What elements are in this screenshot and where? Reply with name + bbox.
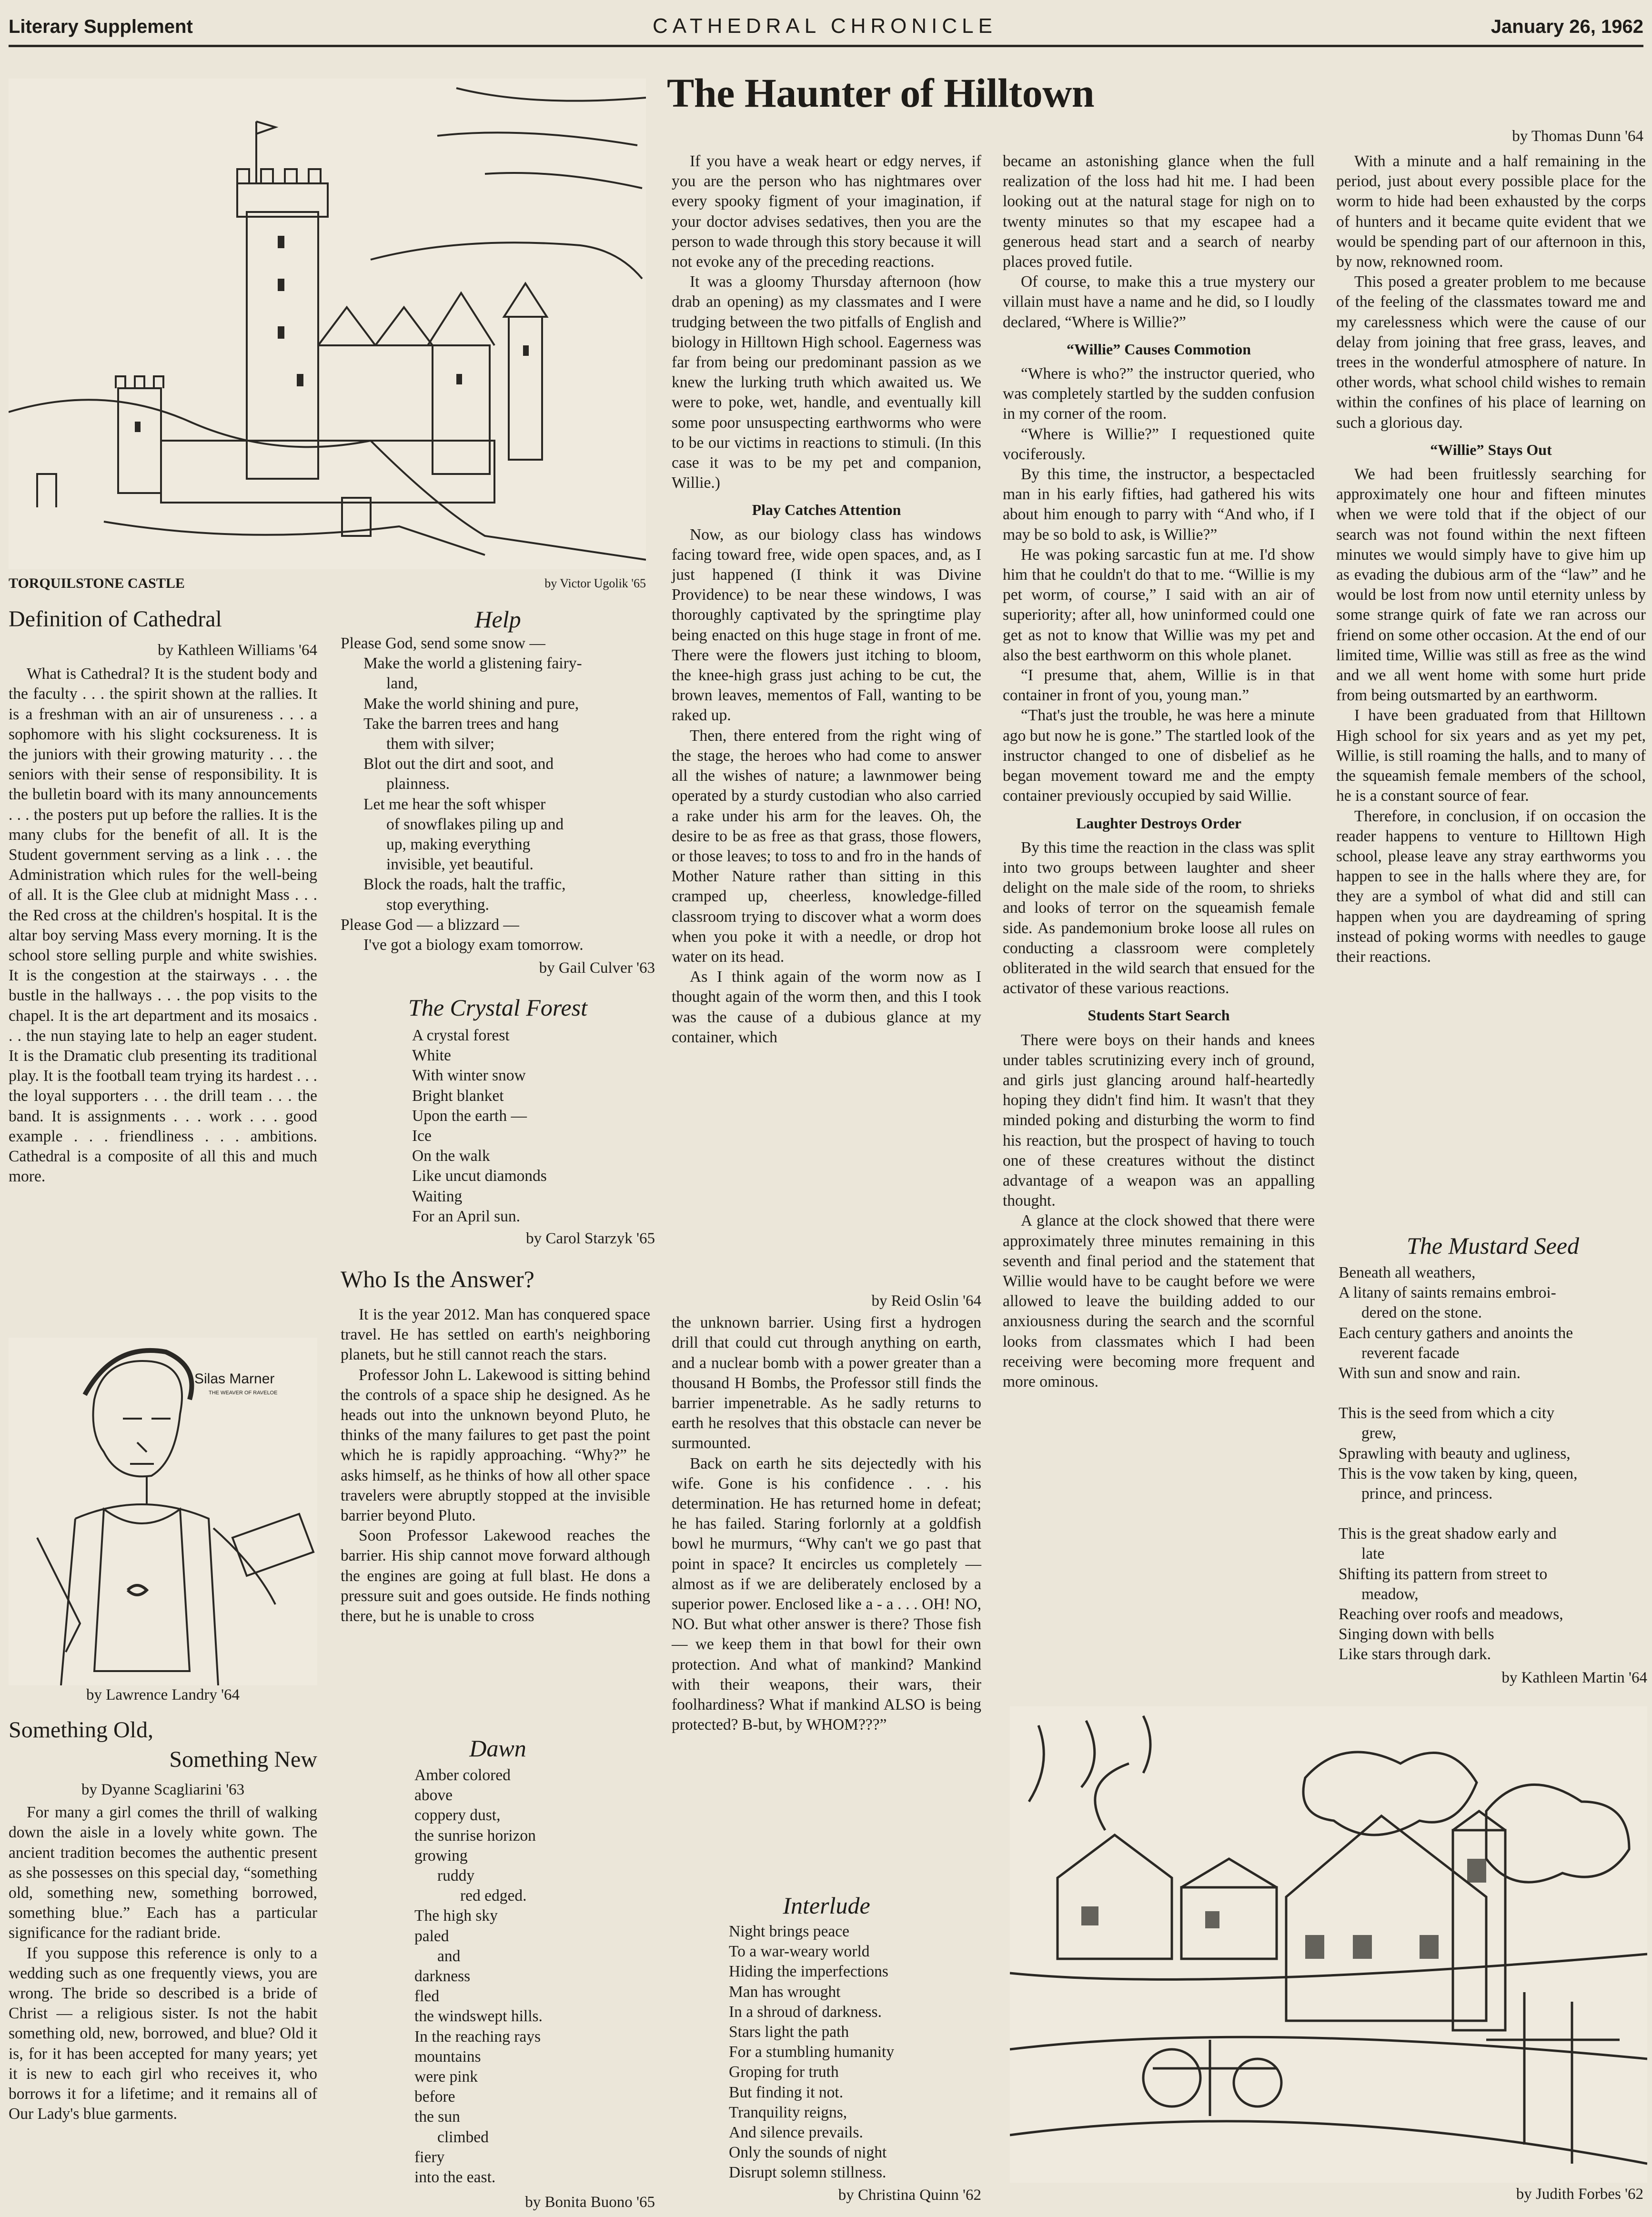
- dawn-line: fled: [414, 1987, 440, 2005]
- dawn-line: the sun: [414, 2108, 460, 2126]
- silas-sign: Silas Marner: [194, 1371, 275, 1387]
- haunter-subhead: Students Start Search: [1088, 1007, 1230, 1024]
- answer-p3: Soon Professor Lakewood reaches the barrier. His ship cannot move forward although the engines are going at full blast. He dons a pressure suit and goes outside. He finds nothing there, but he is unable to cross: [341, 1527, 650, 1625]
- farm-credit: by Judith Forbes '62: [1516, 2186, 1643, 2203]
- haunter-paragraph: Of course, to make this a true mystery our villain must have a name and he did, so I loudly declared, “Where is Willie?”: [1003, 273, 1315, 331]
- definition-byline: by Kathleen Williams '64: [158, 642, 317, 659]
- definition-title: Definition of Cathedral: [9, 606, 222, 632]
- dawn-line: the sunrise horizon: [414, 1826, 536, 1844]
- crystal-line: Upon the earth —: [412, 1107, 527, 1125]
- dawn-line: The high sky: [414, 1907, 498, 1925]
- castle-drawing: [9, 79, 646, 569]
- interlude-line: For a stumbling humanity: [729, 2043, 895, 2061]
- something-old-p1: For many a girl comes the thrill of walking down the aisle in a lovely white gown. The ancient tradition becomes the authentic present as she possesses on this special day, “something old, something new, something borrowed, something blue.” Each has a particular significance for the radiant bride.: [9, 1804, 317, 1942]
- dawn-line: before: [414, 2088, 455, 2106]
- dawn-line: red edged.: [460, 1887, 527, 1905]
- answer-continuation: [672, 1291, 981, 1735]
- something-old-byline: by Dyanne Scagliarini '63: [81, 1781, 245, 1798]
- dawn-line: above: [414, 1786, 453, 1804]
- mustard-line: Shifting its pattern from street to: [1339, 1565, 1548, 1583]
- mustard-line: Reaching over roofs and meadows,: [1339, 1605, 1563, 1623]
- castle-caption: TORQUILSTONE CASTLE: [9, 575, 185, 591]
- dawn-line: mountains: [414, 2047, 481, 2066]
- answer-title: Who Is the Answer?: [341, 1266, 534, 1292]
- haunter-paragraph: became an astonishing glance when the full realization of the loss had hit me. I had been looking out at the natural stage for nigh on to twenty minutes so that my escapee had a generous head start and a search of nearby places proved futile.: [1003, 152, 1315, 271]
- mustard-line: This is the seed from which a city: [1339, 1404, 1555, 1422]
- dawn-line: fiery: [414, 2148, 445, 2166]
- dawn-line: and: [437, 1947, 461, 1965]
- interlude-line: Disrupt solemn stillness.: [729, 2164, 886, 2182]
- interlude-line: Groping for truth: [729, 2063, 839, 2081]
- something-old-article: [9, 1716, 317, 2124]
- issue-date: January 26, 1962: [1491, 16, 1643, 37]
- answer-p1: It is the year 2012. Man has conquered space travel. He has settled on earth's neighboring planets, but he still cannot reach the stars.: [341, 1306, 650, 1364]
- mustard-line: prince, and princess.: [1361, 1485, 1493, 1503]
- help-line: land,: [386, 675, 418, 693]
- haunter-paragraph: There were boys on their hands and knees under tables scrutinizing every inch of ground, and girls just glancing around half-heartedly hoping they didn't find him. It wasn't that they minded poking and disturbing the worm to find his reaction, but the prospect of having to touch one of these creatures without the distinct advantage of a weapon was an appalling thought.: [1003, 1031, 1315, 1210]
- farm-illustration: [1010, 1706, 1647, 2183]
- mustard-line: reverent facade: [1361, 1344, 1460, 1362]
- dawn-poem: [341, 1734, 655, 2212]
- haunter-subhead: Laughter Destroys Order: [1076, 814, 1242, 832]
- silas-marner-illustration: [9, 1338, 317, 1685]
- interlude-line: Stars light the path: [729, 2023, 849, 2041]
- haunter-paragraph: He was poking sarcastic fun at me. I'd show him that he couldn't do that to me. “Willie is my pet worm, of course,” I said with an air of superiority; after all, how uninformed could one get as not to know that Willie was my pet and also the best earthworm on this whole planet.: [1003, 545, 1315, 664]
- dawn-line: coppery dust,: [414, 1806, 501, 1824]
- dawn-line: In the reaching rays: [414, 2027, 541, 2046]
- dawn-line: were pink: [414, 2068, 478, 2086]
- dawn-line: into the east.: [414, 2168, 496, 2187]
- mustard-line: Beneath all weathers,: [1339, 1264, 1476, 1281]
- interlude-line: Hiding the imperfections: [729, 1963, 888, 1981]
- interlude-line: Tranquility reigns,: [729, 2103, 847, 2121]
- mustard-line: Sprawling with beauty and ugliness,: [1339, 1444, 1571, 1462]
- help-line: Make the world a glistening fairy-: [363, 655, 582, 673]
- haunter-subhead: “Willie” Causes Commotion: [1067, 340, 1251, 358]
- castle-illustration: [9, 79, 646, 569]
- crystal-line: For an April sun.: [412, 1207, 521, 1225]
- dawn-line: ruddy: [437, 1867, 475, 1885]
- crystal-byline: by Carol Starzyk '65: [526, 1230, 655, 1248]
- interlude-byline: by Christina Quinn '62: [838, 2186, 981, 2204]
- dawn-line: darkness: [414, 1967, 471, 1985]
- help-line: Please God, send some snow —: [341, 635, 545, 652]
- interlude-line: Man has wrought: [729, 1983, 841, 2001]
- haunter-subhead: “Willie” Stays Out: [1430, 441, 1552, 458]
- interlude-line: To a war-weary world: [729, 1943, 870, 1961]
- dawn-line: growing: [414, 1846, 468, 1864]
- haunter-col-1: [672, 151, 981, 1048]
- help-line: of snowflakes piling up and: [386, 815, 564, 833]
- answer-byline: by Reid Oslin '64: [871, 1292, 981, 1310]
- definition-text: What is Cathedral? It is the student body and the faculty . . . the spirit shown at the rallies. It is a freshman with an air of unsureness . . . a sophomore with his slight cocksureness. It is the juniors with their growing maturity . . . the seniors with their sense of responsibility. It is the bulletin board with its many announcements . . . the posters put up before the rallies. It is the many clubs for the benefit of all. It is the Student government serving as a link . . . the Administration which rules for the well-being of all. It is the Glee club at midnight Mass . . . the Red cross at the children's hospital. It is the altar boy serving Mass every morning. It is the school store selling purple and white swishies. It is the congestion at the stairways . . . the bustle in the hallways . . . the pop visits to the chapel. It is the art department and its mosaics . . . the nun staying late to help an eager student. It is the Dramatic club presenting its traditional play. It is the football team trying its hardest . . . the loyal supporters . . . the drill team . . . the band. It is assignments . . . work . . . good example . . . friendliness . . . ambitions. Cathedral is a composite of all this and much more.: [9, 665, 317, 1186]
- help-line: stop everything.: [386, 896, 489, 914]
- help-poem: [341, 605, 655, 978]
- haunter-col-3: [1336, 151, 1646, 967]
- header-rule: [9, 45, 1643, 47]
- haunter-paragraph: I have been graduated from that Hilltown High school for six years and as yet my pet, Willie, is still roaming the halls, and to many of the squeamish female members of the school, he is a constant source of fear.: [1336, 706, 1646, 805]
- interlude-line: And silence prevails.: [729, 2124, 863, 2142]
- haunter-subhead: Play Catches Attention: [752, 501, 901, 519]
- answer-p4: the unknown barrier. Using first a hydrogen drill that could cut through anything on earth, and a nuclear bomb with a power greater than a thousand H Bombs, the Professor still finds the barrier impenetrable. As he sadly returns to earth he resolves that this obstacle can never be surmounted.: [672, 1314, 981, 1452]
- section-label: Literary Supplement: [9, 16, 193, 37]
- mustard-line: This is the vow taken by king, queen,: [1339, 1464, 1578, 1482]
- mustard-line: meadow,: [1361, 1585, 1419, 1603]
- mustard-title: The Mustard Seed: [1407, 1232, 1579, 1259]
- haunter-paragraph: As I think again of the worm now as I thought again of the worm then, and this I took was the cause of a dubious glance at my container, which: [672, 968, 981, 1046]
- something-old-title-1: Something Old,: [9, 1717, 154, 1743]
- haunter-paragraph: If you have a weak heart or edgy nerves, if you are the person who has nightmares over every spooky figment of your imagination, if your doctor advises sedatives, then you are the person to wade through this story because it will not evoke any of the preceding reactions.: [672, 152, 981, 271]
- crystal-line: Bright blanket: [412, 1087, 504, 1105]
- answer-article: [341, 1265, 650, 1626]
- haunter-paragraph: By this time, the instructor, a bespectacled man in his early fifties, had gathered his wits about him enough to parry with “And who, if I may be so bold to ask, is Willie?”: [1003, 465, 1315, 544]
- crystal-forest-poem: [341, 993, 655, 1249]
- mustard-line: Singing down with bells: [1339, 1625, 1494, 1643]
- something-old-p2: If you suppose this reference is only to a wedding such as one frequently views, you are wrong. The bride so described is a bride of Christ — a religious sister. Is not the habit something old, new, borrowed, and blue? Old it is, for it has been accepted for many years; yet it is new to each girl who receives it, who borrows it for a lifetime; and it remains all of Our Lady's blue garments.: [9, 1944, 317, 2123]
- help-line: I've got a biology exam tomorrow.: [363, 936, 584, 954]
- dawn-line: the windswept hills.: [414, 2007, 543, 2026]
- answer-p2: Professor John L. Lakewood is sitting behind the controls of a space ship he designed. As he heads out into the unknown beyond Pluto, he thinks of the many failures to get past the point which he is rapidly approaching. “Why?” he asks himself, as he thinks of how all other space travelers were abruptly stopped at the invisible barrier beyond Pluto.: [341, 1366, 650, 1525]
- newspaper-title: CATHEDRAL CHRONICLE: [653, 14, 997, 38]
- crystal-title: The Crystal Forest: [408, 994, 587, 1021]
- dawn-line: Amber colored: [414, 1766, 511, 1784]
- mustard-line: grew,: [1361, 1424, 1397, 1442]
- haunter-paragraph: “Where is Willie?” I requestioned quite vociferously.: [1003, 425, 1315, 463]
- farm-drawing: [1010, 1706, 1647, 2183]
- mustard-seed-poem: [1339, 1231, 1647, 1688]
- interlude-line: Night brings peace: [729, 1923, 850, 1940]
- help-line: invisible, yet beautiful.: [386, 856, 534, 874]
- haunter-paragraph: This posed a greater problem to me because of the feeling of the classmates toward me and my carelessness which were the cause of our delay from joining that free grass, leaves, and trees in the wonderful atmosphere of nature. In other words, what school child wishes to remain within the confines of his place of learning on such a glorious day.: [1336, 273, 1646, 432]
- crystal-line: Waiting: [412, 1187, 463, 1205]
- help-byline: by Gail Culver '63: [539, 959, 655, 977]
- crystal-line: On the walk: [412, 1147, 490, 1165]
- interlude-line: But finding it not.: [729, 2083, 844, 2101]
- haunter-paragraph: “I presume that, ahem, Willie is in that container in front of you, young man.”: [1003, 666, 1315, 705]
- interlude-line: In a shroud of darkness.: [729, 2003, 882, 2021]
- interlude-poem: [672, 1891, 981, 2205]
- mustard-line: late: [1361, 1545, 1385, 1563]
- haunter-paragraph: With a minute and a half remaining in the period, just about every possible place for the worm to hide had been exhausted by the corps of hunters and it became quite evident that we would be spending part of our afternoon in this, by now, reknowned room.: [1336, 152, 1646, 271]
- haunter-paragraph: A glance at the clock showed that there were approximately three minutes remaining in this seventh and final period and the statement that Willie would have to be caught before we were allowed to leave the building added to our anxiousness during the search and the scornful looks from classmates which I had been receiving were becoming more frequent and more ominous.: [1003, 1212, 1315, 1391]
- haunter-paragraph: Now, as our biology class has windows facing toward free, wide open spaces, and, as I just happened (I think it was Divine Providence) to be near these windows, I was thoroughly captivated by the springtime play being enacted on this huge stage in front of me. There were the flowers just itching to bloom, the knee-high grass just aching to be cut, the brown leaves, mementos of Fall, wanting to be raked up.: [672, 525, 981, 725]
- help-line: Blot out the dirt and soot, and: [363, 755, 554, 773]
- mustard-line: This is the great shadow early and: [1339, 1525, 1557, 1543]
- haunter-title: The Haunter of Hilltown: [667, 70, 1095, 116]
- dawn-line: paled: [414, 1927, 449, 1945]
- haunter-byline: by Thomas Dunn '64: [1512, 128, 1643, 145]
- help-line: Let me hear the soft whisper: [363, 795, 546, 813]
- haunter-paragraph: By this time the reaction in the class was split into two groups between laughter and sheer delight on the male side of the room, to shrieks and looks of terror on the squeamish female side. As pandemonium broke loose all rules on conducting a classroom were completely obliterated in the wild search that ensued for the activator of these various reactions.: [1003, 838, 1315, 998]
- mustard-byline: by Kathleen Martin '64: [1501, 1669, 1647, 1686]
- help-line: up, making everything: [386, 836, 531, 854]
- help-line: Make the world shining and pure,: [363, 695, 579, 713]
- mustard-line: With sun and snow and rain.: [1339, 1364, 1521, 1382]
- crystal-line: Like uncut diamonds: [412, 1167, 547, 1185]
- dawn-title: Dawn: [469, 1735, 526, 1762]
- haunter-paragraph: Therefore, in conclusion, if on occasion the reader happens to venture to Hilltown High school, please leave any stray earthworms you happen to see in the halls where they are, for they are a symbol of what did and still can happen when you are daydreaming of spring instead of poking worms with needles to gauge their reactions.: [1336, 807, 1646, 966]
- something-old-title-2: Something New: [169, 1747, 317, 1772]
- haunter-col-2: [1003, 151, 1315, 1392]
- help-line: Take the barren trees and hang: [363, 715, 559, 733]
- crystal-line: With winter snow: [412, 1067, 526, 1085]
- help-line: them with silver;: [386, 735, 495, 753]
- mustard-line: dered on the stone.: [1361, 1304, 1482, 1322]
- interlude-title: Interlude: [783, 1892, 870, 1919]
- crystal-line: A crystal forest: [412, 1027, 510, 1044]
- crystal-line: White: [412, 1047, 451, 1065]
- silas-credit: by Lawrence Landry '64: [86, 1686, 240, 1703]
- castle-credit: by Victor Ugolik '65: [544, 576, 646, 590]
- mustard-line: Like stars through dark.: [1339, 1645, 1491, 1663]
- haunter-paragraph: “That's just the trouble, he was here a minute ago but now he is gone.” The startled look of the instructor changed to one of disbelief as he began movement toward me and the empty container previously occupied by said Willie.: [1003, 706, 1315, 805]
- haunter-paragraph: Then, there entered from the right wing of the stage, the heroes who had come to answer all the wishes of nature; a lawnmower being operated by a sturdy custodian who also carried a rake under his arm for the leaves. Oh, the desire to be as free as that grass, those flowers, or those leaves; to toss to and fro in the hands of Mother Nature rather than sitting in this cramped up, cheerless, knowledge-filled classroom trying to discover what a worm does when you poke it with a needle, or drop hot water on its head.: [672, 726, 981, 966]
- help-title: Help: [474, 606, 521, 633]
- haunter-paragraph: It was a gloomy Thursday afternoon (how drab an opening) as my classmates and I were trudging between the two pitfalls of English and biology in Hilltown High school. Eagerness was far from being our predominant passion as we knew the lurking truth which awaited us. We were to poke, wet, handle, and eventually kill some poor unsuspecting earthworms who were to be our victims in reactions to stimuli. (In this case it was to be my pet and companion, Willie.): [672, 273, 981, 492]
- help-line: Block the roads, halt the traffic,: [363, 876, 566, 894]
- haunter-paragraph: “Where is who?” the instructor queried, who was completely startled by the sudden confusion in my corner of the room.: [1003, 365, 1315, 423]
- definition-article: [9, 605, 317, 1187]
- dawn-byline: by Bonita Buono '65: [525, 2194, 655, 2211]
- mustard-line: Each century gathers and anoints the: [1339, 1324, 1573, 1342]
- silas-sign-sub: THE WEAVER OF RAVELOE: [209, 1390, 278, 1396]
- help-line: plainness.: [386, 775, 450, 793]
- haunter-paragraph: We had been fruitlessly searching for approximately one hour and fifteen minutes when we were told that if the object of our search was not found within the next fifteen minutes we would simply have to give him up as evading the dubious arm of the “law” and he would be lost from now until eternity unless by some strange quirk of fate we ran across our friend on some other occasion. At the end of our limited time, Willie was still as free as the wind and we all went home with some hurt pride from being outsmarted by an earthworm.: [1336, 465, 1646, 705]
- interlude-line: Only the sounds of night: [729, 2144, 887, 2162]
- dawn-line: climbed: [437, 2128, 489, 2146]
- mustard-line: A litany of saints remains embroi-: [1339, 1284, 1556, 1302]
- crystal-line: Ice: [412, 1127, 432, 1145]
- answer-p5: Back on earth he sits dejectedly with his wife. Gone is his confidence . . . his determination. He has returned home in defeat; he has failed. Staring forlornly at a goldfish bowl he murmurs, “Why can't we go past that point in space? It encircles us completely — almost as if we are deliberately enclosed by a superior power. Enclosed like a - a . . . OH! NO, NO. But what other answer is there? Those fish — we keep them in that bowl for their own protection. And what of mankind? Mankind with their weapons, their wars, their foolhardiness? What if mankind ALSO is being protected? B-but, by WHOM???”: [672, 1454, 981, 1734]
- help-line: Please God — a blizzard —: [341, 916, 519, 934]
